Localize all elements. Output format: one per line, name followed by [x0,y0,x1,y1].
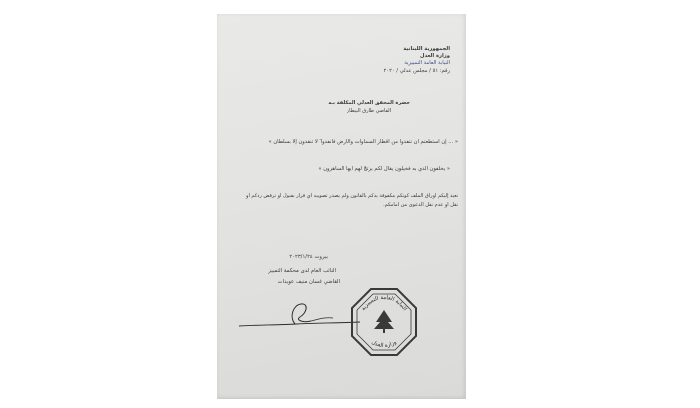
quote-2: « يخلفون الذي به فخيلون يقال لكم يرتجُّ لهم أيها الساهرون » [318,166,450,172]
closing-name: القاضي غسان منيف عويدات [277,279,340,285]
closing-date: بيروت ٢٠٢٣/١/٢٤ [289,254,328,260]
handwritten-signature [237,299,362,329]
official-seal [349,286,419,358]
body-line-1: نعيد إليكم أوراق الملف كونكم مكفوفة يدكم بالقانون ولم يصدر تصويبه أي قرار بقبول او ترفض ردكم أو [246,193,458,199]
addressee-line1: حضرة المحقق العدلي المكلفة بـه [328,100,410,106]
letterhead-reference: رقم: ٥١ / مجلس عدلي / ٢٠٢٠ [383,68,450,74]
quote-1: « ... إن استطعتم أن تنفذوا من أقطار السماوات والأرض فانفذوا ۚ لا تنفذون إلا بسلطان » [268,139,458,145]
cedar-emblem-icon [374,310,394,333]
seal-top-text: النيابة العامة التمييزية [360,294,408,312]
body-line-2: نقل او عدم نقل الدعوى من امامكم. [383,202,458,208]
addressee-line2: القاضي طارق البيطار [346,108,391,114]
letterhead-ministry: وزارة العدل [420,53,450,59]
document-paper [217,14,466,399]
seal-bottom-text: وزارة العدل [370,339,398,350]
closing-title: النائب العام لدى محكمة التمييز [268,268,336,274]
letterhead-court: النيابة العامة التمييزية [404,60,450,66]
letterhead-republic: الجمهورية اللبنانية [403,46,450,52]
